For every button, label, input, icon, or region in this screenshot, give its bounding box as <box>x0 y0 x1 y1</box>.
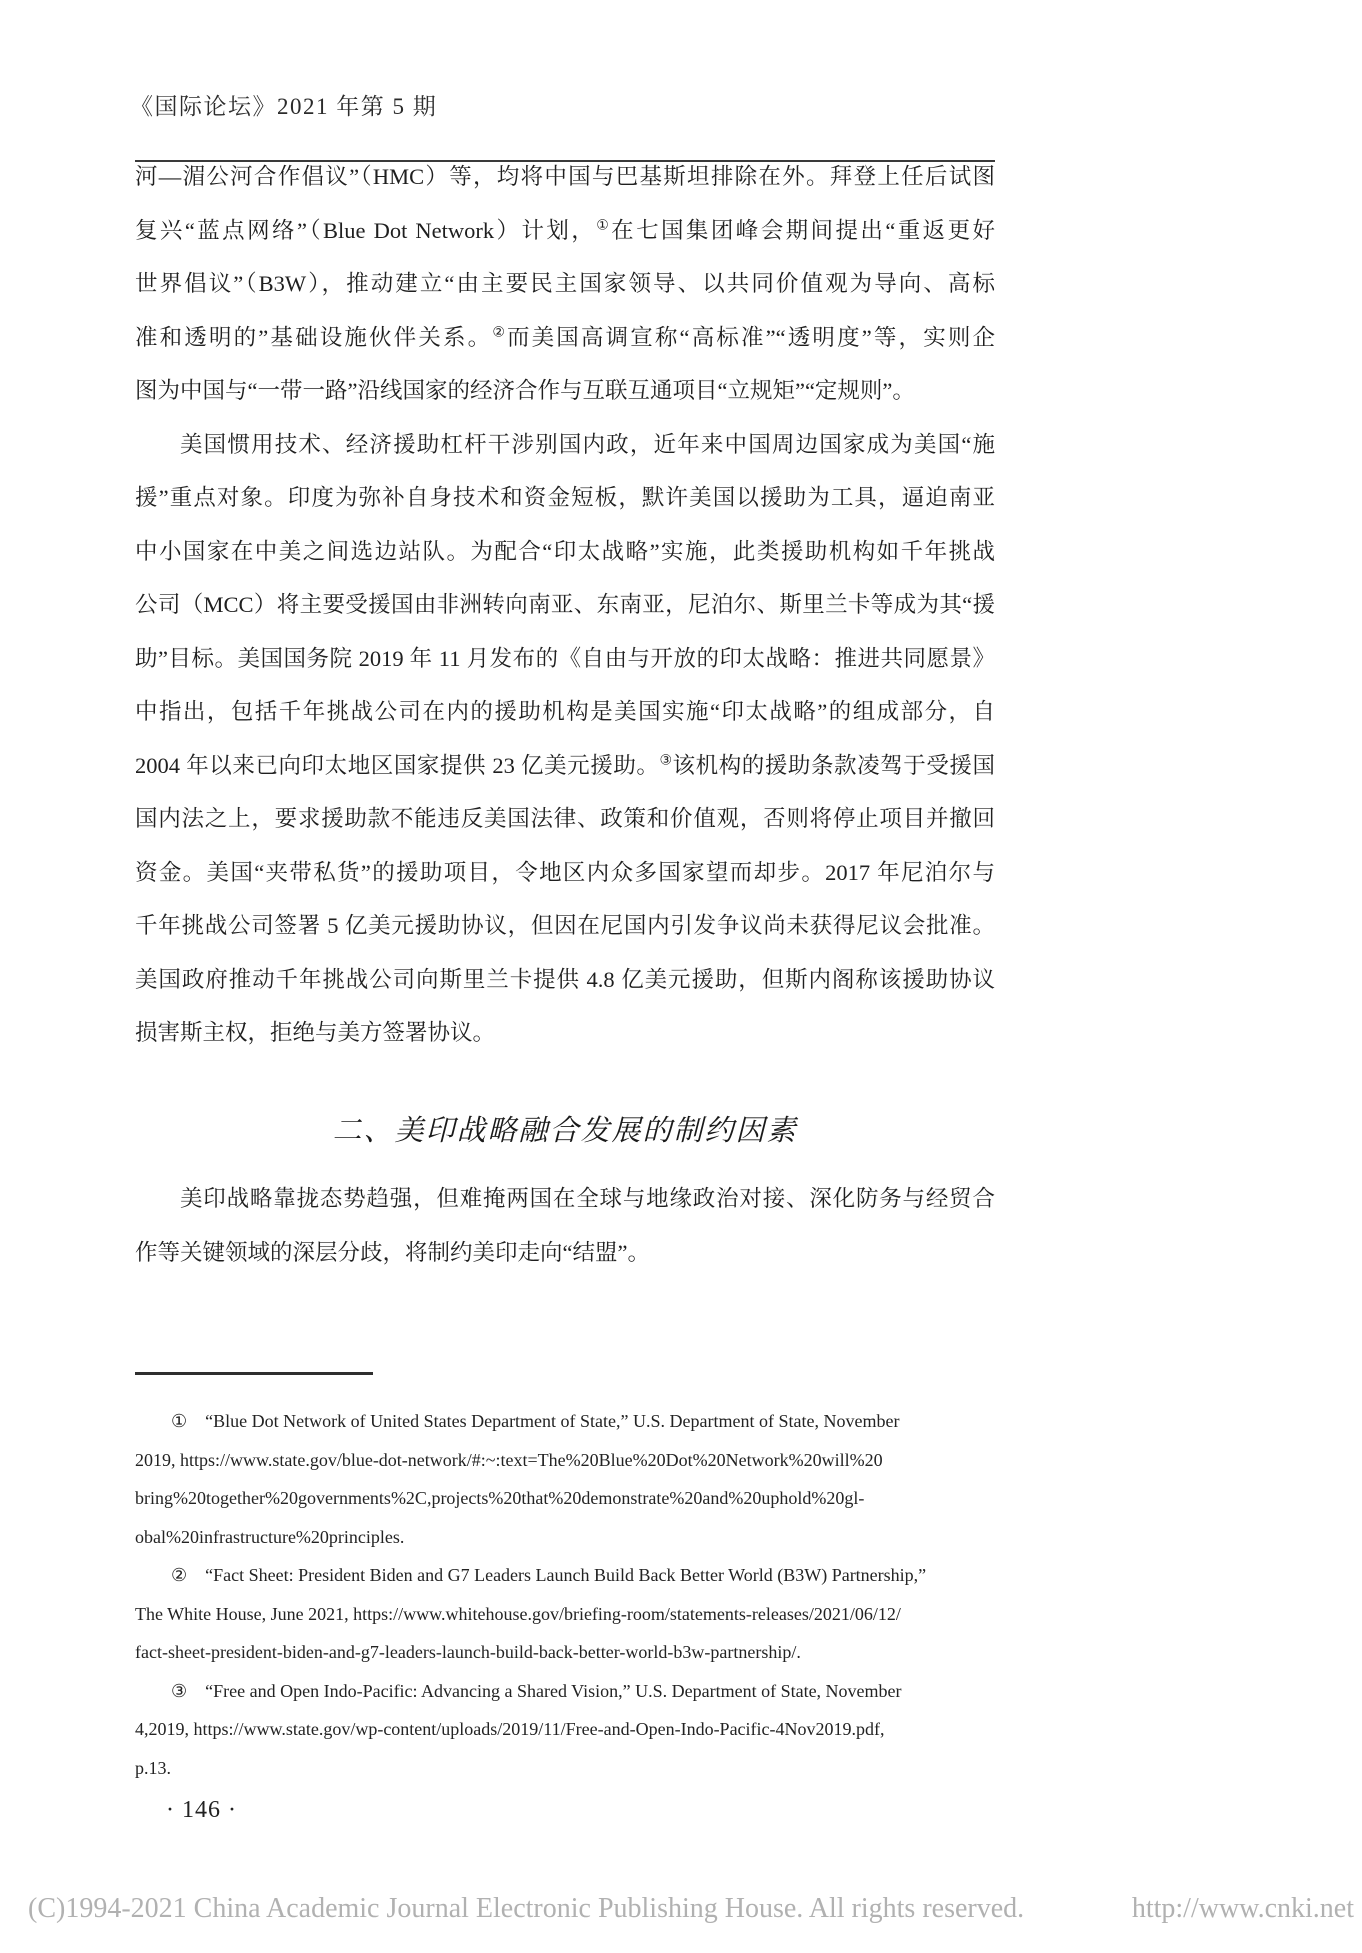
body-line: 助”目标。美国国务院 2019 年 11 月发布的《自由与开放的印太战略：推进共同愿景》 <box>135 645 995 671</box>
body-line: 美国政府推动千年挑战公司向斯里兰卡提供 4.8 亿美元援助，但斯内阁称该援助协议 <box>135 966 995 992</box>
body-line: 美国惯用技术、经济援助杠杆干涉别国内政，近年来中国周边国家成为美国“施 <box>180 431 995 457</box>
footnote-line: bring%20together%20governments%2C,projects%20that%20demonstrate%20and%20uphold%20gl- <box>135 1488 865 1508</box>
body-line: 河—湄公河合作倡议”（HMC）等，均将中国与巴基斯坦排除在外。拜登上任后试图 <box>135 164 995 189</box>
footnote-line: obal%20infrastructure%20principles. <box>135 1526 405 1547</box>
body-line: 美印战略靠拢态势趋强，但难掩两国在全球与地缘政治对接、深化防务与经贸合 <box>180 1186 995 1211</box>
footnotes-block <box>135 1402 995 1787</box>
footnote-line: fact-sheet-president-biden-and-g7-leaders-launch-build-back-better-world-b3w-partnership/. <box>135 1642 801 1662</box>
footer-bar <box>28 1893 1354 1925</box>
body-line: 损害斯主权，拒绝与美方签署协议。 <box>135 1020 496 1045</box>
footer-copyright: (C)1994-2021 China Academic Journal Electronic Publishing House. All rights reserved. <box>28 1893 1025 1924</box>
section-paragraphs <box>135 1172 995 1279</box>
body-line: 千年挑战公司签署 5 亿美元援助协议，但因在尼国内引发争议尚未获得尼议会批准。 <box>135 913 995 938</box>
body-line: 资金。美国“夹带私货”的援助项目，令地区内众多国家望而却步。2017 年尼泊尔与 <box>135 859 995 885</box>
body-line: 世界倡议”（B3W），推动建立“由主要民主国家领导、以共同价值观为导向、高标 <box>135 271 995 296</box>
footnote-line: 2019, https://www.state.gov/blue-dot-network/#:~:text=The%20Blue%20Dot%20Network%20will%20 <box>135 1449 883 1470</box>
footnote-line: ③ “Free and Open Indo-Pacific: Advancing a Shared Vision,” U.S. Department of State, November <box>171 1680 902 1701</box>
footnote-ref: ② <box>492 325 507 340</box>
footnote-line: p.13. <box>135 1757 171 1778</box>
footer-url: http://www.cnki.net <box>1131 1893 1354 1924</box>
journal-issue-header: 《国际论坛》2021 年第 5 期 <box>130 94 438 119</box>
page-number: · 146 · <box>166 1797 237 1823</box>
footnote-line: ② “Fact Sheet: President Biden and G7 Leaders Launch Build Back Better World (B3W) Partnership,” <box>171 1565 927 1585</box>
body-line: 援”重点对象。印度为弥补自身技术和资金短板，默许美国以援助为工具，逼迫南亚 <box>135 485 995 510</box>
body-line: 2004 年以来已向印太地区国家提供 23 亿美元援助。③该机构的援助条款凌驾于受援国 <box>135 752 995 778</box>
footnote-line: 4,2019, https://www.state.gov/wp-content/uploads/2019/11/Free-and-Open-Indo-Pacific-4Nov2019.pdf, <box>135 1719 885 1739</box>
body-line: 国内法之上，要求援助款不能违反美国法律、政策和价值观，否则将停止项目并撤回 <box>135 806 995 831</box>
body-paragraphs <box>135 150 995 1060</box>
body-line: 准和透明的”基础设施伙伴关系。②而美国高调宣称“高标准”“透明度”等，实则企 <box>135 324 995 350</box>
body-line: 图为中国与“一带一路”沿线国家的经济合作与互联互通项目“立规矩”“定规则”。 <box>135 378 915 403</box>
footnote-line: ① “Blue Dot Network of United States Department of State,” U.S. Department of State, November <box>171 1411 900 1431</box>
body-line: 公司（MCC）将主要受援国由非洲转向南亚、东南亚，尼泊尔、斯里兰卡等成为其“援 <box>135 592 995 617</box>
footnote-ref: ① <box>596 218 612 233</box>
body-line: 作等关键领域的深层分歧，将制约美印走向“结盟”。 <box>135 1239 650 1265</box>
footnote-line: The White House, June 2021, https://www.whitehouse.gov/briefing-room/statements-releases/2021/06/12/ <box>135 1603 901 1624</box>
body-line: 中小国家在中美之间选边站队。为配合“印太战略”实施，此类援助机构如千年挑战 <box>135 538 995 564</box>
footnote-ref: ③ <box>659 753 673 768</box>
body-line: 中指出，包括千年挑战公司在内的援助机构是美国实施“印太战略”的组成部分，自 <box>135 699 995 724</box>
footnote-separator <box>135 1372 373 1375</box>
body-line: 复兴“蓝点网络”（Blue Dot Network）计划，①在七国集团峰会期间提出“重返更好 <box>135 217 995 243</box>
section-heading: 二、美印战略融合发展的制约因素 <box>332 1115 798 1147</box>
